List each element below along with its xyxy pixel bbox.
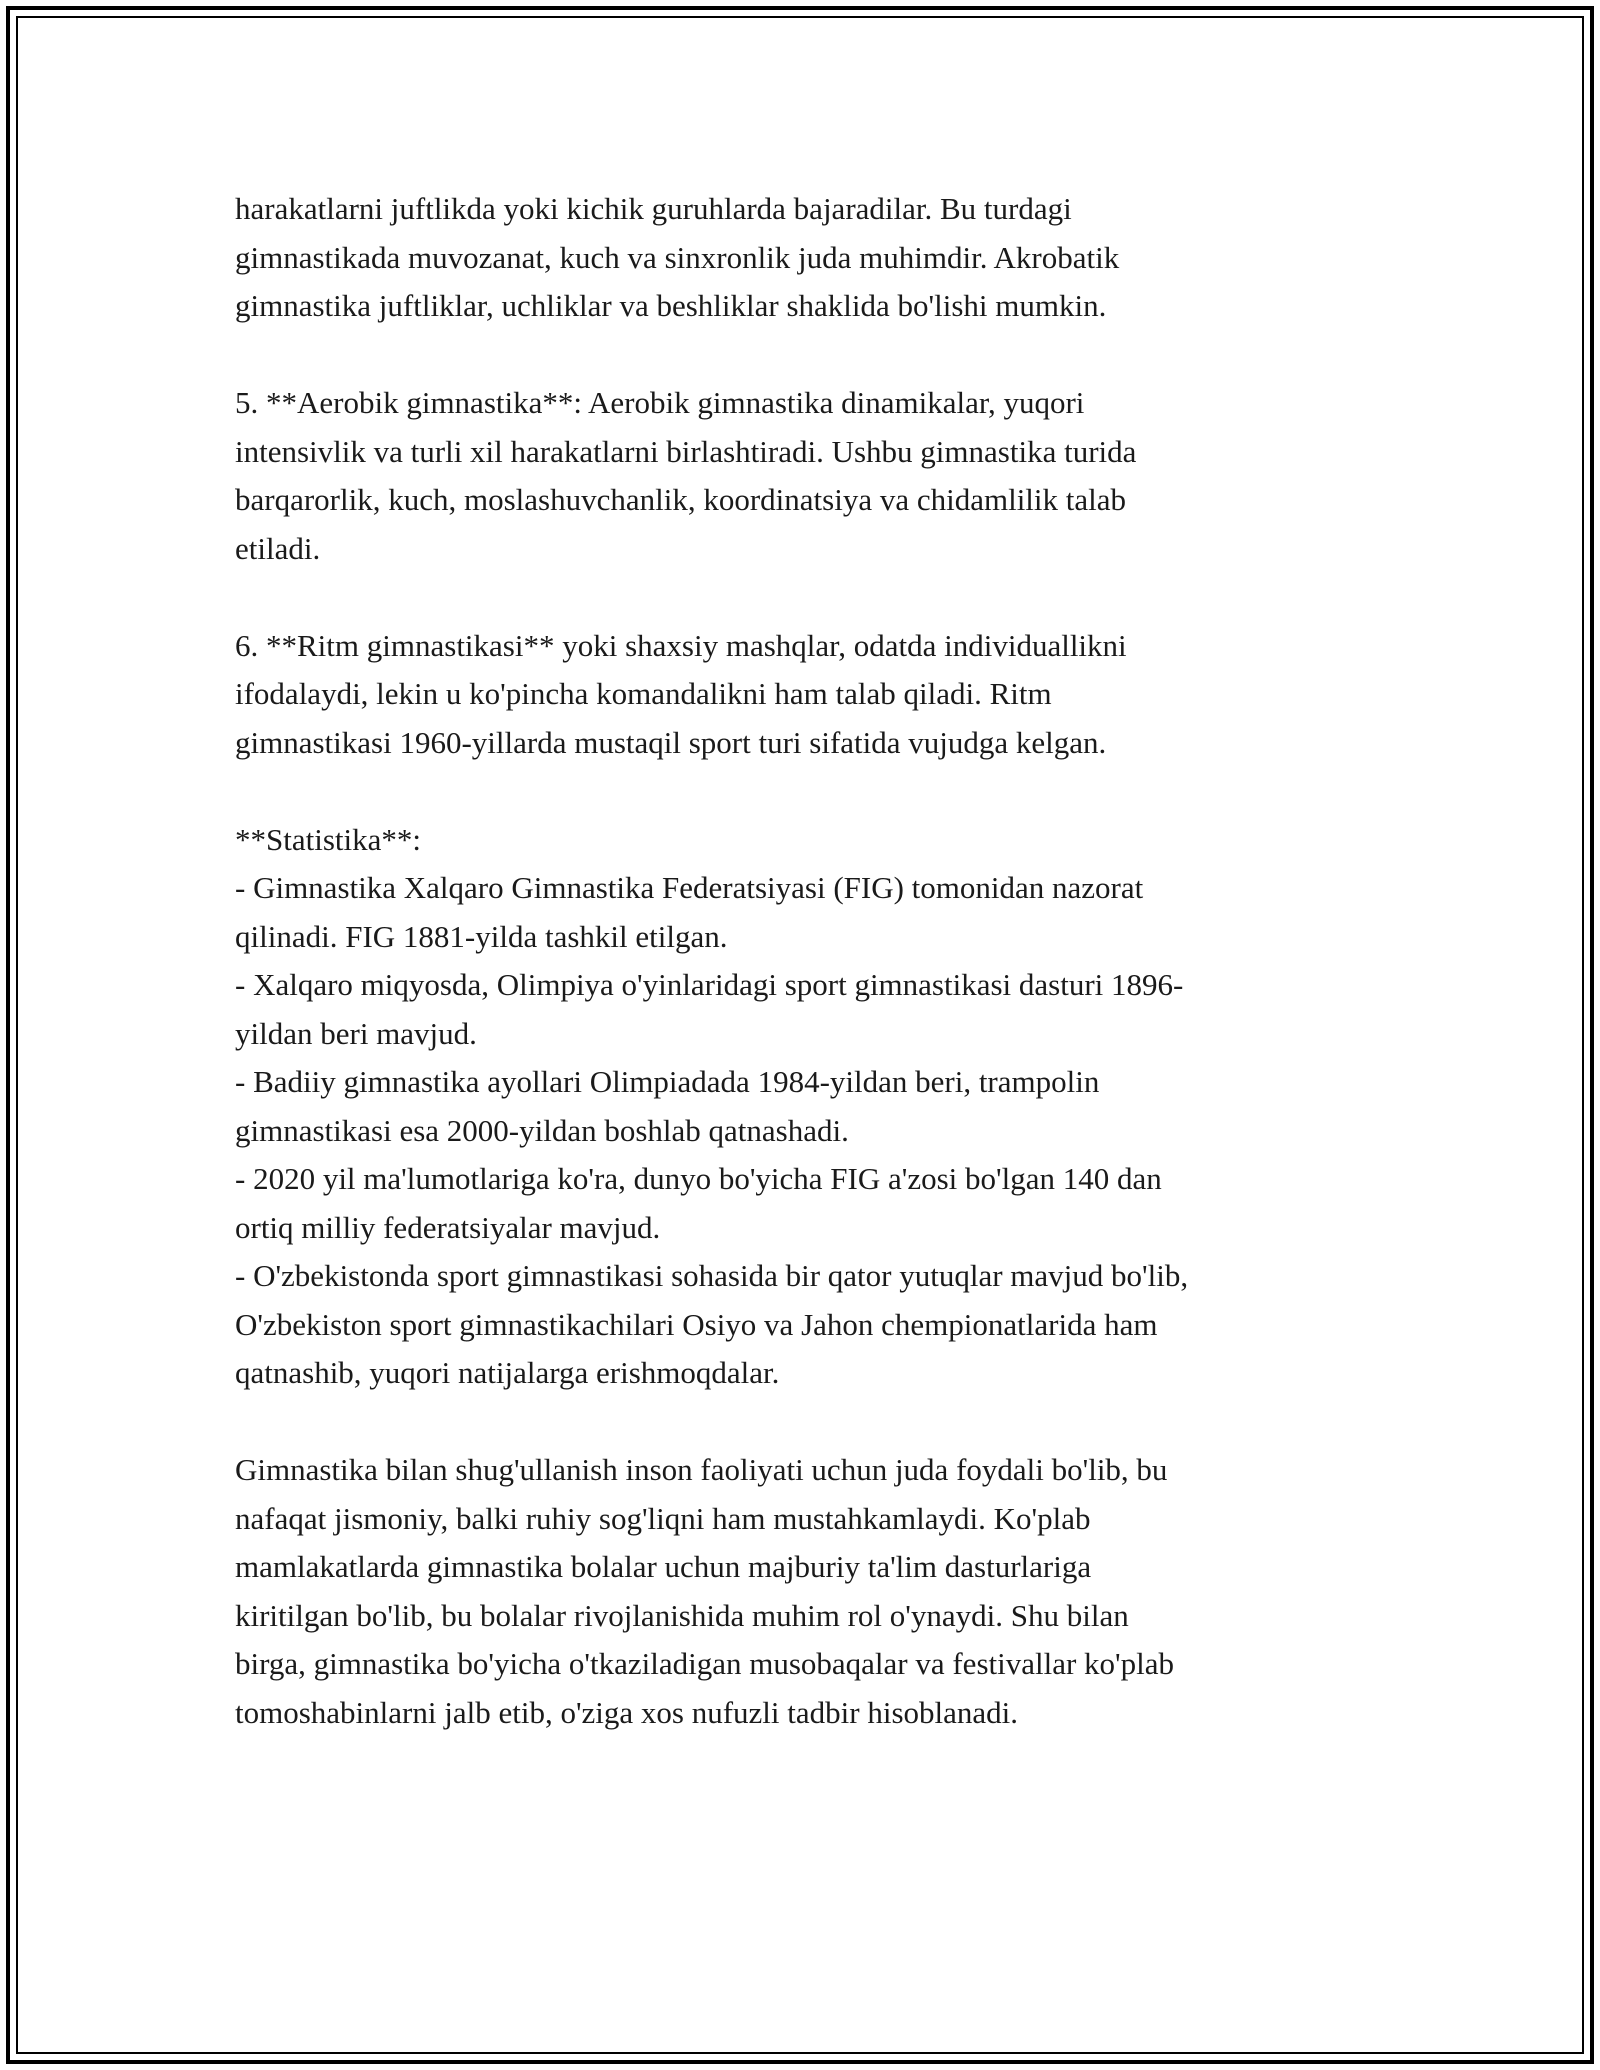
text-line: mamlakatlarda gimnastika bolalar uchun majburiy ta'lim dasturlariga (235, 1549, 1092, 1584)
paragraph-rhythm (235, 622, 1375, 768)
text-line: - Xalqaro miqyosda, Olimpiya o'yinlaridagi sport gimnastikasi dasturi 1896- (235, 967, 1184, 1002)
text-line: gimnastikada muvozanat, kuch va sinxronlik juda muhimdir. Akrobatik (235, 239, 1120, 275)
text-line: Gimnastika bilan shug'ullanish inson faoliyati uchun juda foydali bo'lib, bu (235, 1452, 1168, 1487)
text-line: barqarorlik, kuch, moslashuvchanlik, koordinatsiya va chidamlilik talab (235, 482, 1127, 517)
text-line: etiladi. (235, 530, 321, 566)
text-line: kiritilgan bo'lib, bu bolalar rivojlanishida muhim rol o'ynaydi. Shu bilan (235, 1597, 1129, 1633)
paragraph-gap (235, 573, 1375, 622)
paragraph-acrobatic-continuation (235, 185, 1375, 331)
statistics-heading: **Statistika**: (235, 821, 421, 857)
text-line: tomoshabinlarni jalb etib, o'ziga xos nufuzli tadbir hisoblanadi. (235, 1694, 1019, 1730)
paragraph-conclusion (235, 1446, 1375, 1737)
text-line: gimnastikasi esa 2000-yildan boshlab qatnashadi. (235, 1112, 849, 1148)
document-body (235, 185, 1375, 1737)
text-line: ifodalaydi, lekin u ko'pincha komandalikni ham talab qiladi. Ritm (235, 676, 1052, 711)
text-line: birga, gimnastika bo'yicha o'tkaziladigan musobaqalar va festivallar ko'plab (235, 1646, 1175, 1681)
text-line: gimnastika juftliklar, uchliklar va beshliklar shaklida bo'lishi mumkin. (235, 288, 1107, 323)
text-line: 6. **Ritm gimnastikasi** yoki shaxsiy mashqlar, odatda individuallikni (235, 627, 1127, 663)
text-line: gimnastikasi 1960-yillarda mustaqil sport turi sifatida vujudga kelgan. (235, 724, 1107, 760)
paragraph-aerobic (235, 379, 1375, 573)
text-line: - O'zbekistonda sport gimnastikasi sohasida bir qator yutuqlar mavjud bo'lib, (235, 1258, 1189, 1293)
text-line: 5. **Aerobik gimnastika**: Aerobik gimnastika dinamikalar, yuqori (235, 385, 1085, 420)
paragraph-statistics (235, 816, 1375, 1398)
text-line: intensivlik va turli xil harakatlarni birlashtiradi. Ushbu gimnastika turida (235, 433, 1137, 469)
text-line: O'zbekiston sport gimnastikachilari Osiyo va Jahon chempionatlarida ham (235, 1306, 1158, 1342)
text-line: ortiq milliy federatsiyalar mavjud. (235, 1209, 661, 1245)
text-line: nafaqat jismoniy, balki ruhiy sog'liqni ham mustahkamlaydi. Ko'plab (235, 1500, 1091, 1536)
text-line: qilinadi. FIG 1881-yilda tashkil etilgan. (235, 918, 728, 954)
paragraph-gap (235, 767, 1375, 816)
text-line: yildan beri mavjud. (235, 1015, 477, 1051)
paragraph-gap (235, 1398, 1375, 1447)
text-line: qatnashib, yuqori natijalarga erishmoqdalar. (235, 1355, 780, 1390)
text-line: - Badiiy gimnastika ayollari Olimpiadada 1984-yildan beri, trampolin (235, 1064, 1100, 1099)
text-line: - Gimnastika Xalqaro Gimnastika Federatsiyasi (FIG) tomonidan nazorat (235, 870, 1144, 905)
paragraph-gap (235, 331, 1375, 380)
text-line: - 2020 yil ma'lumotlariga ko'ra, dunyo bo'yicha FIG a'zosi bo'lgan 140 dan (235, 1161, 1162, 1196)
text-line: harakatlarni juftlikda yoki kichik guruhlarda bajaradilar. Bu turdagi (235, 191, 1072, 226)
